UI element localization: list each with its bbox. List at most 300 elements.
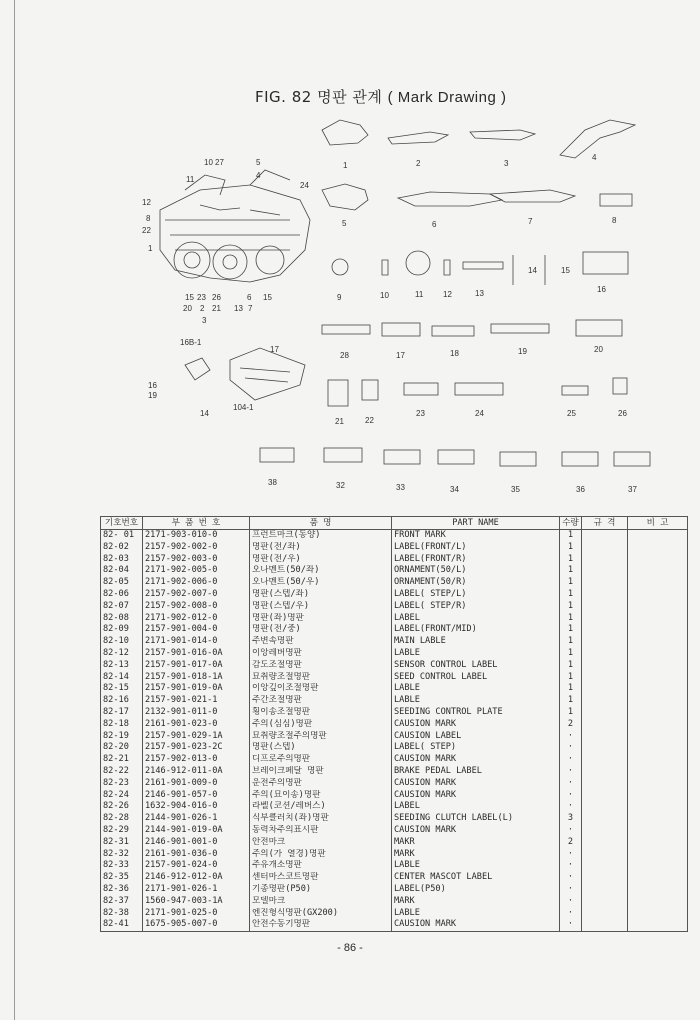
cell-quantity: 1	[560, 565, 582, 577]
cell-ref-no: 82-35	[101, 872, 143, 884]
cell-part-name: LABEL(FRONT/MID)	[392, 624, 560, 636]
callout-part: 35	[511, 485, 520, 494]
cell-part-number: 2157-902-002-0	[143, 542, 250, 554]
cell-korean-name: 디프로주의명판	[250, 754, 392, 766]
cell-korean-name: 주의(가 열경)명판	[250, 849, 392, 861]
table-header-row	[101, 517, 688, 530]
callout-inset: 16	[148, 381, 157, 390]
cell-quantity: ·	[560, 919, 582, 931]
callout-machine: 15	[263, 293, 272, 302]
cell-remarks	[628, 742, 688, 754]
callout-machine: 13	[234, 304, 243, 313]
callout-part: 13	[475, 289, 484, 298]
callout-part: 10	[380, 291, 389, 300]
cell-spec	[582, 565, 628, 577]
cell-part-name: LABLE	[392, 695, 560, 707]
cell-spec	[582, 884, 628, 896]
cell-quantity: 1	[560, 672, 582, 684]
cell-remarks	[628, 577, 688, 589]
callout-part: 20	[594, 345, 603, 354]
table-row	[101, 731, 688, 743]
cell-part-number: 1675-905-007-0	[143, 919, 250, 931]
callout-machine: 20	[183, 304, 192, 313]
callout-machine: 6	[247, 293, 252, 302]
header-korean-name: 품 명	[250, 517, 392, 530]
callout-machine: 11	[186, 175, 195, 184]
cell-spec	[582, 589, 628, 601]
cell-remarks	[628, 636, 688, 648]
cell-quantity: 1	[560, 613, 582, 625]
table-row	[101, 837, 688, 849]
cell-part-number: 2157-901-019-0A	[143, 683, 250, 695]
cell-ref-no: 82-07	[101, 601, 143, 613]
binding-edge	[14, 0, 15, 1020]
cell-part-number: 2132-901-011-0	[143, 707, 250, 719]
cell-korean-name: 묘취량조절주의명판	[250, 731, 392, 743]
cell-part-number: 2171-901-014-0	[143, 636, 250, 648]
cell-korean-name: 명판(스텝/좌)	[250, 589, 392, 601]
cell-remarks	[628, 542, 688, 554]
cell-part-number: 2161-901-036-0	[143, 849, 250, 861]
header-spec: 규 격	[582, 517, 628, 530]
callout-machine: 22	[142, 226, 151, 235]
cell-remarks	[628, 565, 688, 577]
table-row	[101, 636, 688, 648]
callout-machine: 15	[185, 293, 194, 302]
cell-part-number: 1632-904-016-0	[143, 801, 250, 813]
cell-quantity: ·	[560, 860, 582, 872]
callout-part: 23	[416, 409, 425, 418]
table-row	[101, 813, 688, 825]
callout-machine: 26	[212, 293, 221, 302]
callout-part: 14	[528, 266, 537, 275]
cell-part-name: LABEL(P50)	[392, 884, 560, 896]
cell-spec	[582, 577, 628, 589]
cell-remarks	[628, 719, 688, 731]
cell-part-name: CAUSION MARK	[392, 778, 560, 790]
callout-part: 4	[592, 153, 597, 162]
callout-part: 11	[415, 290, 424, 299]
cell-korean-name: 식부클러치(좌)명판	[250, 813, 392, 825]
cell-quantity: ·	[560, 731, 582, 743]
cell-part-name: SEEDING CLUTCH LABEL(L)	[392, 813, 560, 825]
cell-quantity: 1	[560, 707, 582, 719]
cell-spec	[582, 601, 628, 613]
table-row	[101, 672, 688, 684]
cell-korean-name: 명판(전/우)	[250, 554, 392, 566]
cell-quantity: ·	[560, 896, 582, 908]
page-number: - 86 -	[337, 942, 363, 954]
callout-part: 3	[504, 159, 509, 168]
callout-machine: 2	[200, 304, 205, 313]
callout-machine: 21	[212, 304, 221, 313]
table-row	[101, 589, 688, 601]
table-row	[101, 542, 688, 554]
cell-korean-name: 오나멘트(50/좌)	[250, 565, 392, 577]
table-row	[101, 919, 688, 931]
cell-quantity: 1	[560, 624, 582, 636]
callout-machine: 24	[300, 181, 309, 190]
cell-remarks	[628, 790, 688, 802]
cell-ref-no: 82-37	[101, 896, 143, 908]
header-ref-no: 기호번호	[101, 517, 143, 530]
cell-korean-name: 주간조절명판	[250, 695, 392, 707]
cell-part-number: 2157-901-029-1A	[143, 731, 250, 743]
cell-remarks	[628, 884, 688, 896]
cell-remarks	[628, 825, 688, 837]
cell-korean-name: 주유개소명판	[250, 860, 392, 872]
table-row	[101, 778, 688, 790]
cell-spec	[582, 660, 628, 672]
cell-quantity: ·	[560, 801, 582, 813]
cell-korean-name: 주변속명판	[250, 636, 392, 648]
cell-remarks	[628, 919, 688, 931]
cell-spec	[582, 766, 628, 778]
cell-korean-name: 주의(심심)명판	[250, 719, 392, 731]
cell-part-name: SEEDING CONTROL PLATE	[392, 707, 560, 719]
table-row	[101, 884, 688, 896]
callout-machine: 3	[202, 316, 207, 325]
cell-quantity: ·	[560, 766, 582, 778]
cell-spec	[582, 530, 628, 542]
cell-part-name: SEED CONTROL LABEL	[392, 672, 560, 684]
header-remarks: 비 고	[628, 517, 688, 530]
cell-part-number: 2157-901-004-0	[143, 624, 250, 636]
cell-quantity: ·	[560, 825, 582, 837]
callout-machine: 1	[148, 244, 153, 253]
cell-quantity: 1	[560, 542, 582, 554]
cell-korean-name: 센터마스코트명판	[250, 872, 392, 884]
cell-part-name: CAUSION MARK	[392, 790, 560, 802]
table-row	[101, 742, 688, 754]
callout-part: 26	[618, 409, 627, 418]
table-row	[101, 648, 688, 660]
cell-korean-name: 명판(전/중)	[250, 624, 392, 636]
cell-remarks	[628, 601, 688, 613]
cell-korean-name: 오나멘트(50/우)	[250, 577, 392, 589]
callout-part: 6	[432, 220, 437, 229]
cell-spec	[582, 790, 628, 802]
callout-part: 22	[365, 416, 374, 425]
cell-remarks	[628, 766, 688, 778]
cell-quantity: 2	[560, 719, 582, 731]
cell-spec	[582, 636, 628, 648]
cell-quantity: 1	[560, 648, 582, 660]
table-row	[101, 624, 688, 636]
cell-part-number: 1560-947-003-1A	[143, 896, 250, 908]
cell-ref-no: 82-33	[101, 860, 143, 872]
cell-spec	[582, 801, 628, 813]
cell-korean-name: 모델마크	[250, 896, 392, 908]
callout-part: 21	[335, 417, 344, 426]
callout-part: 33	[396, 483, 405, 492]
callout-inset: 14	[200, 409, 209, 418]
cell-quantity: 1	[560, 683, 582, 695]
cell-part-number: 2157-902-008-0	[143, 601, 250, 613]
table-row	[101, 554, 688, 566]
cell-ref-no: 82-15	[101, 683, 143, 695]
cell-korean-name: 이앙레버명판	[250, 648, 392, 660]
cell-remarks	[628, 648, 688, 660]
cell-remarks	[628, 813, 688, 825]
callout-part: 19	[518, 347, 527, 356]
cell-part-number: 2144-901-026-1	[143, 813, 250, 825]
callout-machine: 4	[256, 171, 261, 180]
cell-part-number: 2157-901-021-1	[143, 695, 250, 707]
cell-part-name: LABLE	[392, 860, 560, 872]
cell-part-number: 2157-902-007-0	[143, 589, 250, 601]
callout-machine: 12	[142, 198, 151, 207]
cell-part-name: LABEL(FRONT/L)	[392, 542, 560, 554]
cell-part-name: LABEL( STEP)	[392, 742, 560, 754]
cell-part-name: MAIN LABLE	[392, 636, 560, 648]
cell-part-name: CAUSION MARK	[392, 754, 560, 766]
cell-part-name: LABLE	[392, 908, 560, 920]
cell-korean-name: 주의(묘이송)명판	[250, 790, 392, 802]
table-row	[101, 872, 688, 884]
table-row	[101, 613, 688, 625]
cell-spec	[582, 896, 628, 908]
cell-spec	[582, 754, 628, 766]
table-row	[101, 601, 688, 613]
cell-quantity: ·	[560, 849, 582, 861]
cell-part-name: LABEL	[392, 801, 560, 813]
cell-ref-no: 82-36	[101, 884, 143, 896]
cell-remarks	[628, 613, 688, 625]
callout-part: 17	[396, 351, 405, 360]
cell-spec	[582, 719, 628, 731]
callout-part: 7	[528, 217, 533, 226]
cell-quantity: ·	[560, 742, 582, 754]
callout-part: 16	[597, 285, 606, 294]
callout-machine: 5	[256, 158, 261, 167]
table-row	[101, 695, 688, 707]
cell-spec	[582, 613, 628, 625]
cell-spec	[582, 672, 628, 684]
callout-part: 37	[628, 485, 637, 494]
callout-part: 1	[343, 161, 348, 170]
cell-spec	[582, 919, 628, 931]
callout-machine: 27	[215, 158, 224, 167]
callout-part: 9	[337, 293, 342, 302]
callout-part: 36	[576, 485, 585, 494]
cell-part-number: 2157-901-018-1A	[143, 672, 250, 684]
cell-quantity: ·	[560, 872, 582, 884]
cell-spec	[582, 554, 628, 566]
cell-korean-name: 안전마크	[250, 837, 392, 849]
table-row	[101, 683, 688, 695]
cell-spec	[582, 707, 628, 719]
cell-part-name: LABEL( STEP/R)	[392, 601, 560, 613]
cell-korean-name: 명판(전/좌)	[250, 542, 392, 554]
cell-part-number: 2144-901-019-0A	[143, 825, 250, 837]
callout-machine: 10	[204, 158, 213, 167]
cell-ref-no: 82- 01	[101, 530, 143, 542]
cell-ref-no: 82-02	[101, 542, 143, 554]
cell-part-number: 2146-912-012-0A	[143, 872, 250, 884]
cell-part-name: CENTER MASCOT LABEL	[392, 872, 560, 884]
header-quantity: 수량	[560, 517, 582, 530]
cell-ref-no: 82-09	[101, 624, 143, 636]
cell-remarks	[628, 872, 688, 884]
cell-remarks	[628, 554, 688, 566]
cell-remarks	[628, 896, 688, 908]
cell-remarks	[628, 908, 688, 920]
table-row	[101, 825, 688, 837]
callout-part: 12	[443, 290, 452, 299]
table-row	[101, 660, 688, 672]
cell-part-number: 2157-901-017-0A	[143, 660, 250, 672]
cell-part-name: CAUSION MARK	[392, 719, 560, 731]
cell-ref-no: 82-04	[101, 565, 143, 577]
cell-korean-name: 이앙깊이조절명판	[250, 683, 392, 695]
header-part-name: PART NAME	[392, 517, 560, 530]
table-row	[101, 577, 688, 589]
callout-part: 32	[336, 481, 345, 490]
table-row	[101, 801, 688, 813]
cell-quantity: 1	[560, 554, 582, 566]
cell-korean-name: 동력차주의표시판	[250, 825, 392, 837]
cell-ref-no: 82-05	[101, 577, 143, 589]
parts-drawing	[130, 110, 670, 510]
cell-spec	[582, 742, 628, 754]
cell-remarks	[628, 624, 688, 636]
cell-part-number: 2161-901-023-0	[143, 719, 250, 731]
callout-part: 18	[450, 349, 459, 358]
cell-remarks	[628, 754, 688, 766]
header-part-number: 부 품 번 호	[143, 517, 250, 530]
cell-korean-name: 횡이송조절명판	[250, 707, 392, 719]
cell-part-number: 2171-901-025-0	[143, 908, 250, 920]
cell-part-name: LABEL( STEP/L)	[392, 589, 560, 601]
cell-part-number: 2171-902-005-0	[143, 565, 250, 577]
table-row	[101, 908, 688, 920]
table-row	[101, 719, 688, 731]
cell-part-name: ORNAMENT(50/L)	[392, 565, 560, 577]
cell-ref-no: 82-21	[101, 754, 143, 766]
cell-remarks	[628, 672, 688, 684]
cell-quantity: ·	[560, 884, 582, 896]
cell-remarks	[628, 530, 688, 542]
cell-remarks	[628, 707, 688, 719]
cell-part-number: 2157-901-023-2C	[143, 742, 250, 754]
cell-part-number: 2146-901-001-0	[143, 837, 250, 849]
cell-ref-no: 82-19	[101, 731, 143, 743]
cell-ref-no: 82-29	[101, 825, 143, 837]
cell-part-name: CAUSION MARK	[392, 919, 560, 931]
table-row	[101, 754, 688, 766]
cell-quantity: ·	[560, 790, 582, 802]
cell-part-name: CAUSION MARK	[392, 825, 560, 837]
cell-ref-no: 82-06	[101, 589, 143, 601]
callout-part: 28	[340, 351, 349, 360]
cell-korean-name: 명판(스텝/우)	[250, 601, 392, 613]
callout-part: 38	[268, 478, 277, 487]
cell-remarks	[628, 683, 688, 695]
table-row	[101, 530, 688, 542]
cell-part-number: 2146-912-011-0A	[143, 766, 250, 778]
parts-table	[100, 516, 688, 932]
cell-remarks	[628, 778, 688, 790]
machine-illustration	[160, 170, 310, 282]
cell-quantity: ·	[560, 778, 582, 790]
cell-part-number: 2146-901-057-0	[143, 790, 250, 802]
cell-part-name: SENSOR CONTROL LABEL	[392, 660, 560, 672]
cell-part-number: 2171-902-012-0	[143, 613, 250, 625]
cell-ref-no: 82-23	[101, 778, 143, 790]
cell-remarks	[628, 589, 688, 601]
callout-inset: 104-1	[233, 403, 254, 412]
cell-ref-no: 82-31	[101, 837, 143, 849]
figure-prefix: FIG. 82	[255, 88, 312, 106]
table-row	[101, 896, 688, 908]
cell-korean-name: 운전주의명판	[250, 778, 392, 790]
cell-ref-no: 82-08	[101, 613, 143, 625]
cell-part-name: LABLE	[392, 648, 560, 660]
cell-spec	[582, 778, 628, 790]
cell-part-name: FRONT MARK	[392, 530, 560, 542]
cell-spec	[582, 860, 628, 872]
cell-quantity: 1	[560, 577, 582, 589]
cell-remarks	[628, 849, 688, 861]
callout-machine: 7	[248, 304, 253, 313]
cell-spec	[582, 683, 628, 695]
table-row	[101, 565, 688, 577]
callout-part: 25	[567, 409, 576, 418]
table-row	[101, 707, 688, 719]
cell-remarks	[628, 801, 688, 813]
cell-ref-no: 82-26	[101, 801, 143, 813]
cell-spec	[582, 542, 628, 554]
cell-ref-no: 82-41	[101, 919, 143, 931]
callout-part: 8	[612, 216, 617, 225]
cell-korean-name: 감도조절명판	[250, 660, 392, 672]
cell-quantity: ·	[560, 908, 582, 920]
cell-remarks	[628, 731, 688, 743]
cell-part-name: LABEL	[392, 613, 560, 625]
cell-korean-name: 명판(스텝)	[250, 742, 392, 754]
cell-remarks	[628, 695, 688, 707]
callout-part: 5	[342, 219, 347, 228]
cell-part-name: MAKR	[392, 837, 560, 849]
cell-korean-name: 프런트마크(동양)	[250, 530, 392, 542]
cell-quantity: 1	[560, 636, 582, 648]
table-row	[101, 790, 688, 802]
cell-ref-no: 82-12	[101, 648, 143, 660]
cell-part-number: 2171-901-026-1	[143, 884, 250, 896]
cell-ref-no: 82-13	[101, 660, 143, 672]
cell-part-number: 2157-901-016-0A	[143, 648, 250, 660]
table-row	[101, 766, 688, 778]
cell-quantity: 1	[560, 589, 582, 601]
cell-part-name: ORNAMENT(50/R)	[392, 577, 560, 589]
cell-korean-name: 명판(좌)명판	[250, 613, 392, 625]
cell-spec	[582, 872, 628, 884]
cell-ref-no: 82-38	[101, 908, 143, 920]
cell-ref-no: 82-03	[101, 554, 143, 566]
cell-spec	[582, 813, 628, 825]
cell-spec	[582, 731, 628, 743]
cell-ref-no: 82-14	[101, 672, 143, 684]
cell-remarks	[628, 660, 688, 672]
cell-remarks	[628, 837, 688, 849]
callout-part: 24	[475, 409, 484, 418]
parts-table-body	[101, 530, 688, 932]
cell-part-name: CAUSION LABEL	[392, 731, 560, 743]
cell-ref-no: 82-32	[101, 849, 143, 861]
cell-spec	[582, 825, 628, 837]
cell-part-number: 2157-902-013-0	[143, 754, 250, 766]
